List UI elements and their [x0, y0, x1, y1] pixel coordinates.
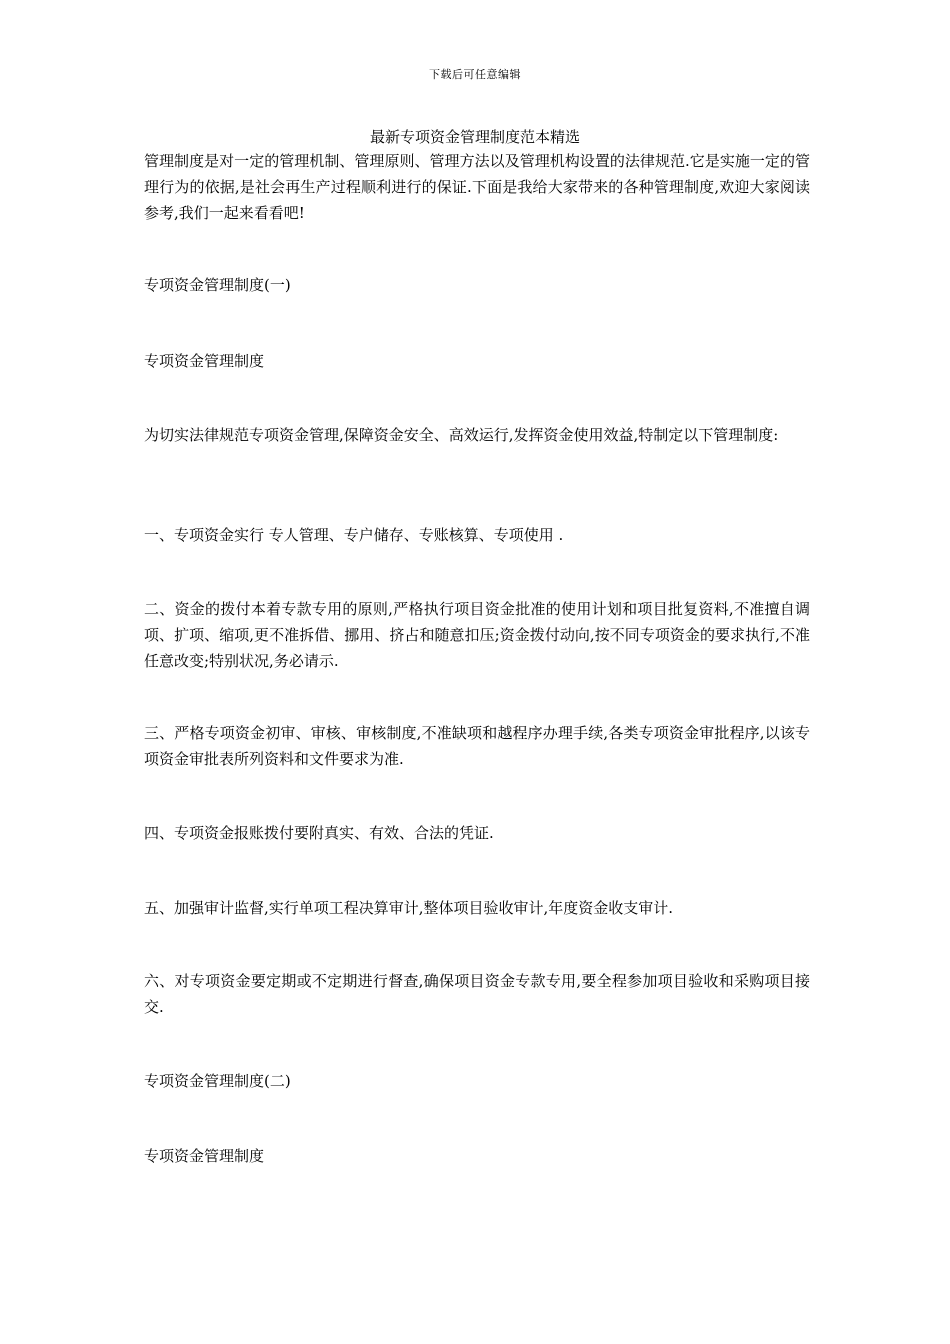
rule-item-5: 五、加强审计监督,实行单项工程决算审计,整体项目验收审计,年度资金收支审计.	[144, 899, 674, 917]
rule-item-2: 二、资金的拨付本着专款专用的原则,严格执行项目资金批准的使用计划和项目批复资料,不准擅自调项、扩项、缩项,更不准拆借、挪用、挤占和随意扣压;资金拨付动向,按不同专项资金的要求执行,不准任意改变;特别状况,务必请示.	[144, 600, 810, 670]
rule-item-4: 四、专项资金报账拨付要附真实、有效、合法的凭证.	[144, 824, 494, 842]
section-heading-1: 专项资金管理制度(一)	[144, 276, 291, 294]
intro-paragraph: 管理制度是对一定的管理机制、管理原则、管理方法以及管理机构设置的法律规范.它是实施一定的管理行为的依据,是社会再生产过程顺利进行的保证.下面是我给大家带来的各种管理制度,欢迎大家阅读参考,我们一起来看看吧!	[144, 152, 810, 222]
rule-item-6: 六、对专项资金要定期或不定期进行督查,确保项目资金专款专用,要全程参加项目验收和采购项目接交.	[144, 972, 810, 1016]
section-heading-2: 专项资金管理制度(二)	[144, 1072, 291, 1090]
rule-item-3: 三、严格专项资金初审、审核、审核制度,不准缺项和越程序办理手续,各类专项资金审批程序,以该专项资金审批表所列资料和文件要求为准.	[144, 724, 810, 768]
subsection-heading-2: 专项资金管理制度	[144, 1147, 265, 1165]
header-note: 下载后可任意编辑	[429, 68, 521, 81]
document-title: 最新专项资金管理制度范本精选	[369, 128, 580, 146]
subsection-heading-1: 专项资金管理制度	[144, 352, 265, 370]
purpose-paragraph: 为切实法律规范专项资金管理,保障资金安全、高效运行,发挥资金使用效益,特制定以下管理制度:	[144, 426, 779, 444]
rule-item-1: 一、专项资金实行 专人管理、专户储存、专账核算、专项使用 .	[144, 526, 564, 544]
